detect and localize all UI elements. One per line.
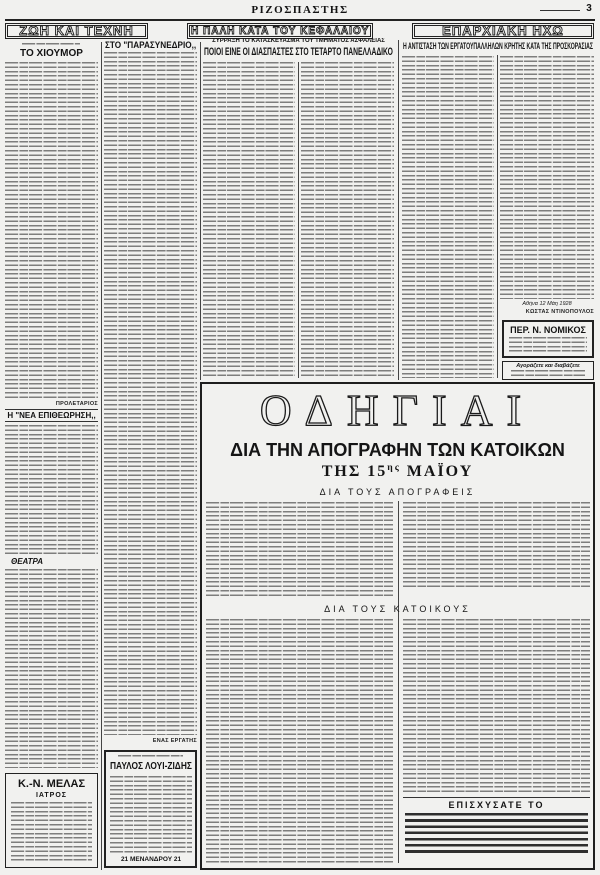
ad-melas (5, 773, 98, 868)
census-appeal-text (405, 813, 588, 853)
census-date-suffix: ης (387, 463, 401, 473)
ad-louizidis-address: 21 ΜΕΝΑΝΔΡΟΥ 21 (120, 856, 182, 863)
masthead-page-rule (540, 10, 580, 11)
census-column-rule (398, 501, 399, 863)
ad-archive-line: Αγοράζετε και διαβάζετε (516, 363, 580, 369)
masthead-title: ΡΙΖΟΣΠΑΣΤΗΣ (251, 4, 349, 16)
ad-nomikos-name: ΠΕΡ. Ν. ΝΟΜΙΚΟΣ (510, 325, 586, 335)
humor-signature: ΠΡΟΛΕΤΑΡΙΟΣ (55, 401, 98, 407)
theatres-headline: ΘΕΑΤΡΑ (11, 557, 44, 566)
crete-signature: ΚΩΣΤΑΣ ΝΤΙΝΟΠΟΥΛΟΣ (525, 309, 594, 315)
splitters-kicker: ΣΥΡΡΑΞΗ ΤΟ ΚΑΤΑΣΚΕΥΑΣΜΑ ΤΟΥ ΤΜΗΜΑΤΟΣ ΑΣΦΑΛΕΙΑΣ (212, 38, 385, 44)
ad-louizidis-details (110, 776, 192, 854)
column-rule (497, 55, 498, 378)
column-rule (398, 40, 399, 380)
crete-article-body (402, 56, 494, 378)
article-kicker-text (22, 43, 80, 46)
census-residents-text (403, 619, 590, 795)
review-article-body (5, 425, 98, 555)
divider (403, 797, 590, 798)
census-section-residents: ΔΙΑ ΤΟΥΣ ΚΑΤΟΙΚΟΥΣ (324, 604, 471, 614)
divider (5, 421, 98, 422)
masthead-rule (5, 19, 595, 21)
census-title: ΟΔΗΓΙΑΙ (259, 386, 536, 435)
column-rule (298, 62, 299, 378)
section-banner-provincial-echo: ΕΠΑΡΧΙΑΚΗ ΗΧΩ (412, 23, 594, 39)
parasynedrio-signature: ΕΝΑΣ ΕΡΓΑΤΗΣ (152, 738, 197, 744)
humor-article-body (5, 62, 98, 400)
section-banner-life-and-art: ΖΩΗ ΚΑΙ ΤΕΧΝΗ (5, 23, 148, 39)
divider (5, 409, 98, 410)
review-headline: Η "ΝΕΑ ΕΠΙΘΕΩΡΗΣΗ,, (7, 411, 96, 420)
crete-headline: Η ΑΝΤΙΣΤΑΣΗ ΤΩΝ ΕΡΓΑΤΟΥΠΑΛΛΗΛΩΝ ΚΡΗΤΗΣ ΚΑΤΑ ΤΗΣ ΠΡΟΣΚΟΡΑΣΙΑΣ (403, 41, 593, 51)
ad-nomikos (502, 320, 594, 358)
humor-headline: ΤΟ ΧΙΟΥΜΟΡ (20, 48, 83, 59)
ad-melas-details (11, 802, 92, 862)
census-residents-text (206, 619, 393, 864)
census-enumerators-text (403, 502, 590, 590)
splitters-article-body (301, 62, 394, 378)
ad-louizidis-header (118, 755, 183, 759)
section-banner-struggle-against-capital: Η ΠΑΛΗ ΚΑΤΑ ΤΟΥ ΚΕΦΑΛΑΙΟΥ (187, 23, 373, 39)
census-section-enumerators: ΔΙΑ ΤΟΥΣ ΑΠΟΓΡΑΦΕΙΣ (319, 487, 476, 497)
ad-louizidis-name: ΠΑΥΛΟΣ ΛΟΥΙ-ΖΙΔΗΣ (110, 761, 192, 772)
crete-article-body (500, 56, 594, 299)
parasynedrio-article-body (104, 52, 197, 735)
ad-archive (502, 361, 594, 380)
splitters-article-body (203, 62, 295, 378)
parasynedrio-headline: ΣΤΟ "ΠΑΡΑΣΥΝΕΔΡΙΟ,, (105, 40, 197, 50)
ad-nomikos-details (509, 337, 587, 354)
census-enumerators-text (206, 502, 393, 599)
column-rule (101, 42, 102, 870)
census-subtitle: ΔΙΑ ΤΗΝ ΑΠΟΓΡΑΦΗΝ ΤΩΝ ΚΑΤΟΙΚΩΝ (230, 440, 565, 460)
census-date-month: ΜΑΪΟΥ (406, 463, 474, 480)
splitters-headline: ΠΟΙΟΙ ΕΙΝΕ ΟΙ ΔΙΑΣΠΑΣΤΕΣ ΣΤΟ ΤΕΤΑΡΤΟ ΠΑΝΕΛΛΑΔΙΚΟ (204, 46, 393, 58)
column-rule (200, 42, 201, 380)
crete-dateline: Αθήνα 12 Μάη 1928 (522, 301, 572, 307)
census-date (215, 463, 580, 481)
census-appeal-headline: ΕΠΙΣΧΥΣΑΤΕ ΤΟ (448, 800, 545, 810)
ad-melas-title: ΙΑΤΡΟΣ (35, 792, 67, 799)
theatres-article-body (5, 569, 98, 768)
ad-louizidis (104, 750, 197, 868)
page-number: 3 (586, 3, 592, 14)
census-date-day: ΤΗΣ 15 (321, 463, 388, 480)
ad-melas-name: Κ.-Ν. ΜΕΛΑΣ (17, 778, 86, 790)
ad-archive-details (511, 370, 585, 379)
